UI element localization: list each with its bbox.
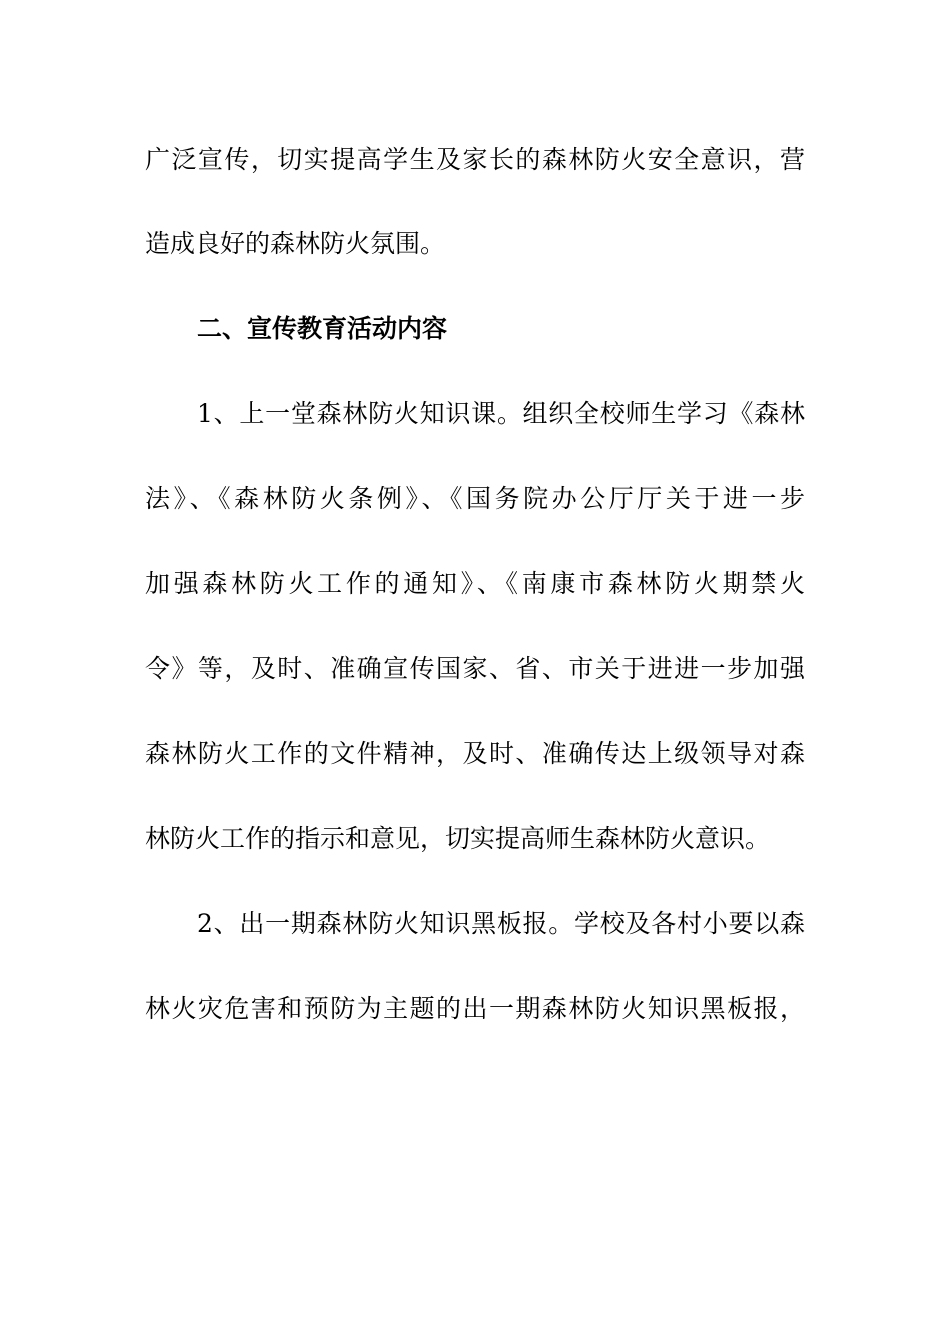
section-heading: 二、宣传教育活动内容	[197, 314, 448, 343]
paragraph-line: 法》、《森林防火条例》、《国务院办公厅厅关于进一步	[145, 484, 805, 513]
paragraph-line: 2、出一期森林防火知识黑板报。学校及各村小要以森	[197, 909, 805, 938]
paragraph-line: 广泛宣传，切实提高学生及家长的森林防火安全意识，营	[145, 145, 805, 174]
paragraph-line: 造成良好的森林防火氛围。	[145, 229, 446, 258]
paragraph-line: 林防火工作的指示和意见，切实提高师生森林防火意识。	[145, 824, 771, 853]
paragraph-line: 令》等，及时、准确宣传国家、省、市关于进进一步加强	[145, 654, 805, 683]
paragraph-line: 加强森林防火工作的通知》、《南康市森林防火期禁火	[145, 569, 805, 598]
paragraph-line: 森林防火工作的文件精神，及时、准确传达上级领导对森	[145, 739, 805, 768]
paragraph-line: 林火灾危害和预防为主题的出一期森林防火知识黑板报，	[145, 994, 805, 1023]
paragraph-line: 1、上一堂森林防火知识课。组织全校师生学习《森林	[197, 399, 805, 428]
